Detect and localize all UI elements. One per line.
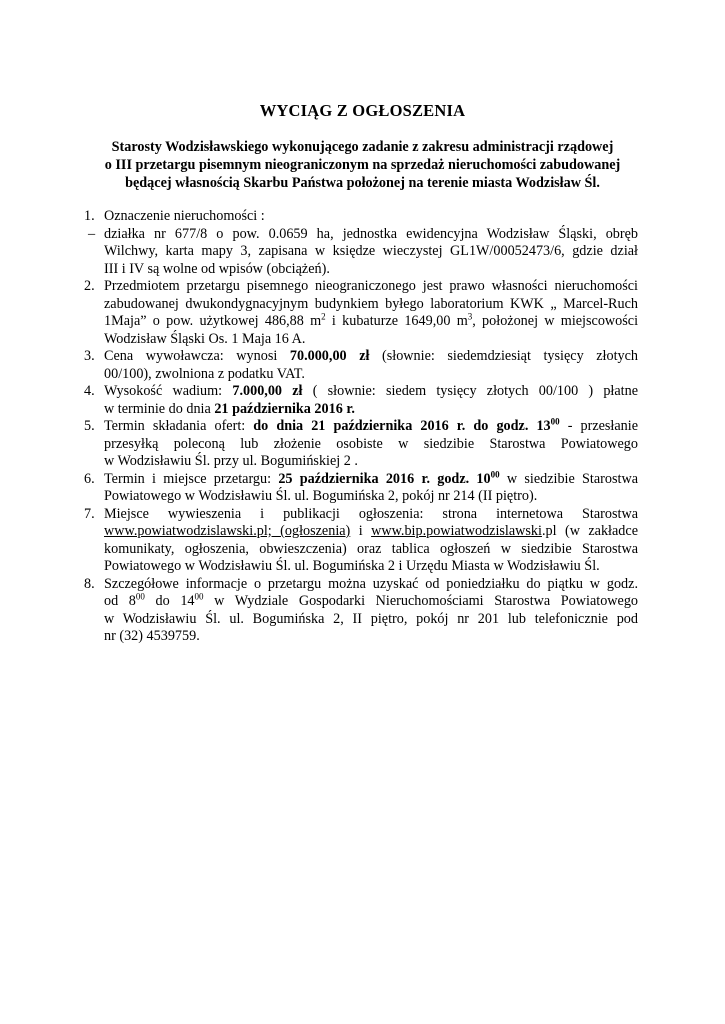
list-item: [0, 418, 725, 471]
list-item: [0, 226, 725, 279]
item-text: przesyłką poleconą lub złożenie osobiste w siedzibie Starostwa Powiatowego: [104, 435, 638, 452]
powiat-website-link[interactable]: www.powiatwodzislawski.pl; (ogłoszenia): [104, 523, 351, 539]
item-text: od $8^{00}$ do $14^{00}$ w Wydziale Gospodarki Nieruchomościami Starostwa Powiatowego: [104, 591, 639, 609]
item-text: Termin i miejsce przetargu: 25 października 2016 r. godz. $10^{00}$ w siedzibie Starostwa: [104, 468, 638, 487]
item-number: 7.: [84, 505, 95, 522]
subtitle-line: będącej własnością Skarbu Państwa położonej na terenie miasta Wodzisław Śl.: [125, 175, 600, 191]
item-text: III i IV są wolne od wpisów (obciążeń).: [104, 260, 330, 277]
list-item: [0, 278, 725, 348]
item-text: Wysokość wadium: 7.000,00 zł ( słownie: siedem tysięcy złotych 00/100 ) płatne: [104, 383, 639, 399]
item-bullet: –: [88, 225, 96, 242]
subtitle-line: o III przetargu pisemnym nieograniczonym na sprzedaż nieruchomości zabudowanej: [104, 157, 621, 173]
item-text: www.powiatwodzislawski.pl; (ogłoszenia) i www.bip.powiatwodzislawski.pl (w zakładce: [104, 523, 638, 539]
item-text: 1Maja” o pow. użytkowej 486,88 $m^2$ i kubaturze 1649,00 $m^3$, położonej w miejscowości: [104, 311, 639, 329]
list-item: [0, 576, 725, 646]
document-title: WYCIĄG Z OGŁOSZENIA: [259, 101, 466, 120]
list-item: [0, 468, 725, 506]
item-text: Miejsce wywieszenia i publikacji ogłoszenia: strona internetowa Starostwa: [104, 505, 638, 522]
item-text: Wilchwy, karta mapy 3, zapisana w księdze wieczystej GL1W/00052473/6, gdzie dział: [104, 243, 638, 259]
item-text: komunikaty, ogłoszenia, obwieszczenia) oraz tablica ogłoszeń w siedzibie Starostwa: [104, 540, 638, 557]
item-text: w Wodzisławiu Śl. przy ul. Bogumińskiej 2 .: [104, 453, 358, 469]
item-text: nr (32) 4539759.: [104, 628, 200, 644]
item-number: 4.: [84, 383, 95, 399]
item-number: 2.: [84, 278, 95, 294]
list-item: [0, 383, 725, 418]
item-text: w Wodzisławiu Śl. ul. Bogumińska 2, II piętro, pokój nr 201 lub telefonicznie pod: [104, 610, 638, 627]
item-text: Przedmiotem przetargu pisemnego nieograniczonego jest prawo własności nieruchomości: [104, 278, 638, 294]
list-item: [0, 506, 725, 576]
list-item: [0, 208, 725, 226]
item-number: 1.: [84, 208, 95, 224]
item-number: 3.: [84, 348, 95, 364]
item-text: Powiatowego w Wodzisławiu Śl. ul. Bogumińska 2 i Urzędu Miasta w Wodzisławiu Śl.: [104, 558, 600, 574]
item-text: zabudowanej dwukondygnacyjnym budynkiem byłego laboratorium KWK „ Marcel-Ruch: [104, 295, 638, 312]
item-text: Termin składania ofert: do dnia 21 października 2016 r. do godz. $13^{00}$ - przesłanie: [104, 416, 639, 434]
item-text: działka nr 677/8 o pow. 0.0659 ha, jednostka ewidencyjna Wodzisław Śląski, obręb: [104, 225, 638, 242]
item-number: 8.: [84, 575, 95, 592]
bip-website-link[interactable]: www.bip.powiatwodzislawski: [371, 523, 542, 539]
subtitle-line: Starosty Wodzisławskiego wykonującego zadanie z zakresu administracji rządowej: [111, 139, 614, 155]
item-text: 00/100), zwolniona z podatku VAT.: [104, 365, 305, 382]
item-number: 6.: [84, 470, 95, 487]
item-text: w terminie do dnia 21 października 2016 r.: [104, 400, 355, 417]
item-text: Szczegółowe informacje o przetargu można uzyskać od poniedziałku do piątku w godz.: [104, 575, 638, 592]
item-text: Oznaczenie nieruchomości :: [104, 208, 265, 224]
item-text: Cena wywoławcza: wynosi 70.000,00 zł (słownie: siedemdziesiąt tysięcy złotych: [104, 348, 639, 364]
list-item: [0, 348, 725, 383]
announcement-list: [0, 208, 725, 646]
item-text: Wodzisław Śląski Os. 1 Maja 16 A.: [104, 330, 306, 347]
item-text: Powiatowego w Wodzisławiu Śl. ul. Bogumińska 2, pokój nr 214 (II piętro).: [104, 488, 538, 504]
item-number: 5.: [84, 418, 95, 434]
document-subtitle: [60, 138, 665, 192]
